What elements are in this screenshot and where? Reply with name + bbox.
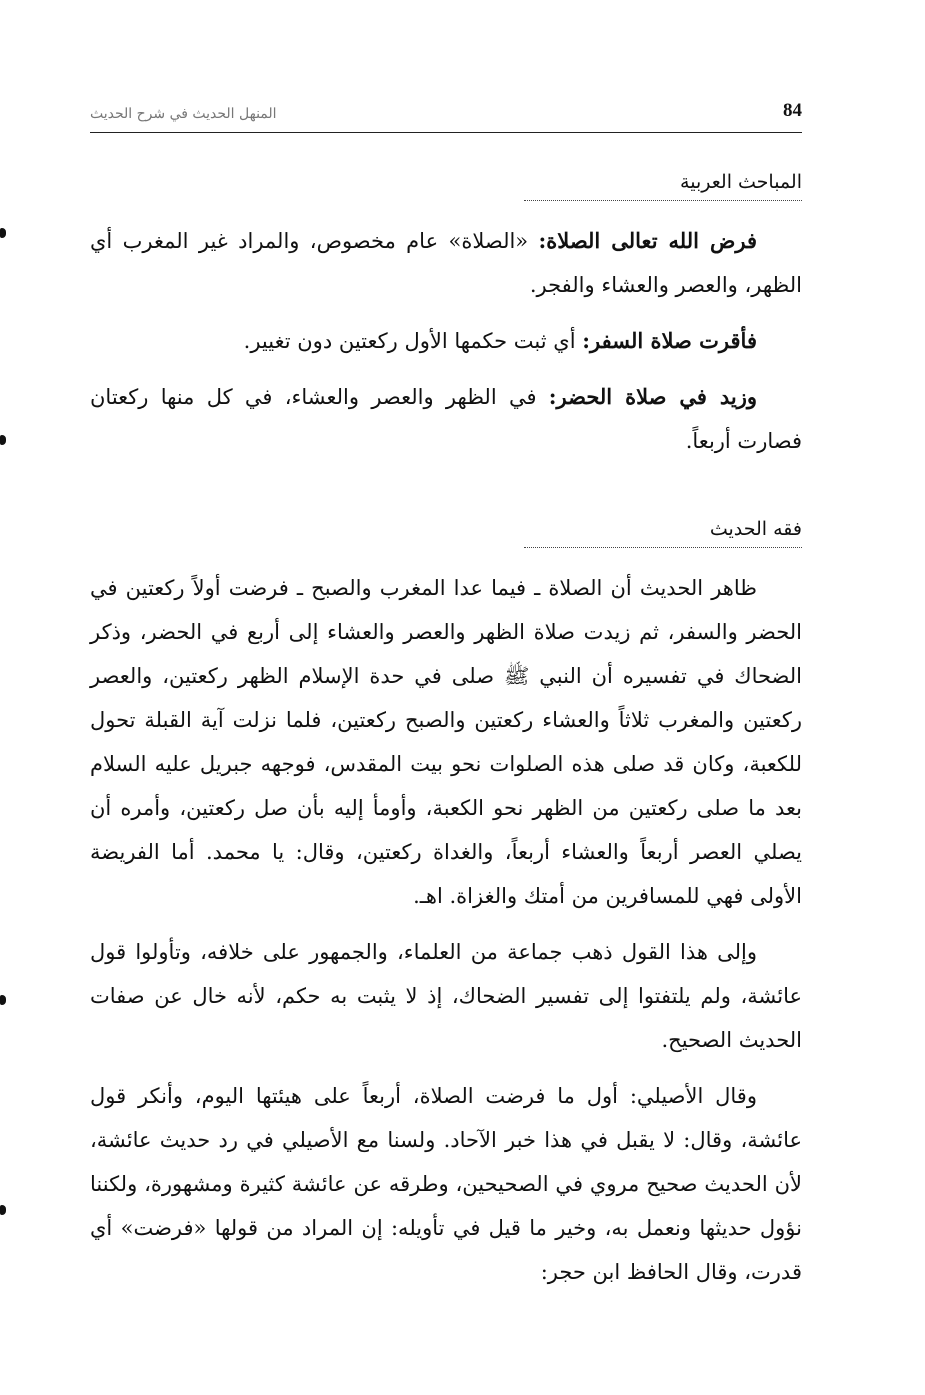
section-gap <box>90 475 802 515</box>
paragraph-text: أي ثبت حكمها الأول ركعتين دون تغيير. <box>243 329 583 353</box>
paragraph-text: وإلى هذا القول ذهب جماعة من العلماء، والجمهور على خلافه، وتأولوا قول عائشة، ولم يلتفتوا إلى تفسير الضحاك، إذ لا يثبت به حكم، لأنه خال عن صفات الحديث الصحيح. <box>90 940 802 1052</box>
page-number: 84 <box>783 100 802 121</box>
section-hadith-fiqh <box>90 515 802 1294</box>
paragraph-text: وقال الأصيلي: أول ما فرضت الصلاة، أربعاً على هيئتها اليوم، وأنكر قول عائشة، وقال: لا يقبل في هذا خبر الآحاد. ولسنا مع الأصيلي في رد حديث عائشة، لأن الحديث صحيح مروي في الصحيحين، وطرقه عن عائشة كثيرة ومشهورة، ولكننا نؤول حديثها ونعمل به، وخير ما قيل في تأويله: إن المراد من قولها «فرضت» أي قدرت، وقال الحافظ ابن حجر: <box>90 1084 802 1284</box>
section-arabic-analysis <box>90 168 802 463</box>
paragraph-lead: فأقرت صلاة السفر: <box>582 328 757 353</box>
paragraph <box>90 319 802 363</box>
heading-rule <box>524 200 802 201</box>
paragraph <box>90 930 802 1062</box>
paragraph <box>90 1074 802 1294</box>
margin-mark <box>0 228 6 238</box>
running-title: المنهل الحديث في شرح الحديث <box>90 106 277 122</box>
paragraph-text: «الصلاة» عام مخصوص، والمراد غير المغرب أي الظهر، والعصر والعشاء والفجر. <box>90 229 802 297</box>
heading-rule <box>524 547 802 548</box>
header-rule <box>90 132 802 133</box>
section-heading: المباحث العربية <box>680 171 802 193</box>
paragraph-text: ظاهر الحديث أن الصلاة ـ فيما عدا المغرب والصبح ـ فرضت أولاً ركعتين في الحضر والسفر، ثم زيدت صلاة الظهر والعصر والعشاء إلى أربع في الحضر، وذكر الضحاك في تفسيره أن النبي ﷺ صلى في حدة الإسلام الظهر ركعتين، والعصر ركعتين والمغرب ثلاثاً والعشاء ركعتين والصبح ركعتين، فلما نزلت آية القبلة تحول للكعبة، وكان قد صلى هذه الصلوات نحو بيت المقدس، فوجهه جبريل عليه السلام بعد ما صلى ركعتين من الظهر نحو الكعبة، وأومأ إليه بأن صل ركعتين، وأمره أن يصلي العصر أربعاً والعشاء أربعاً، والغداة ركعتين، وقال: يا محمد. أما الفريضة الأولى فهي للمسافرين من أمتك والغزاة. اهـ. <box>90 576 802 908</box>
margin-mark <box>0 1205 6 1215</box>
paragraph-lead: فرض الله تعالى الصلاة: <box>538 228 757 253</box>
section-heading: فقه الحديث <box>709 518 802 540</box>
paragraph <box>90 375 802 463</box>
page-body <box>90 168 802 1306</box>
paragraph-text: في الظهر والعصر والعشاء، في كل منها ركعتان فصارت أربعاً. <box>90 385 802 453</box>
paragraph-lead: وزيد في صلاة الحضر: <box>548 384 757 409</box>
margin-mark <box>0 435 6 445</box>
margin-mark <box>0 995 6 1005</box>
page-header <box>90 100 802 130</box>
paragraph <box>90 566 802 918</box>
paragraph <box>90 219 802 307</box>
